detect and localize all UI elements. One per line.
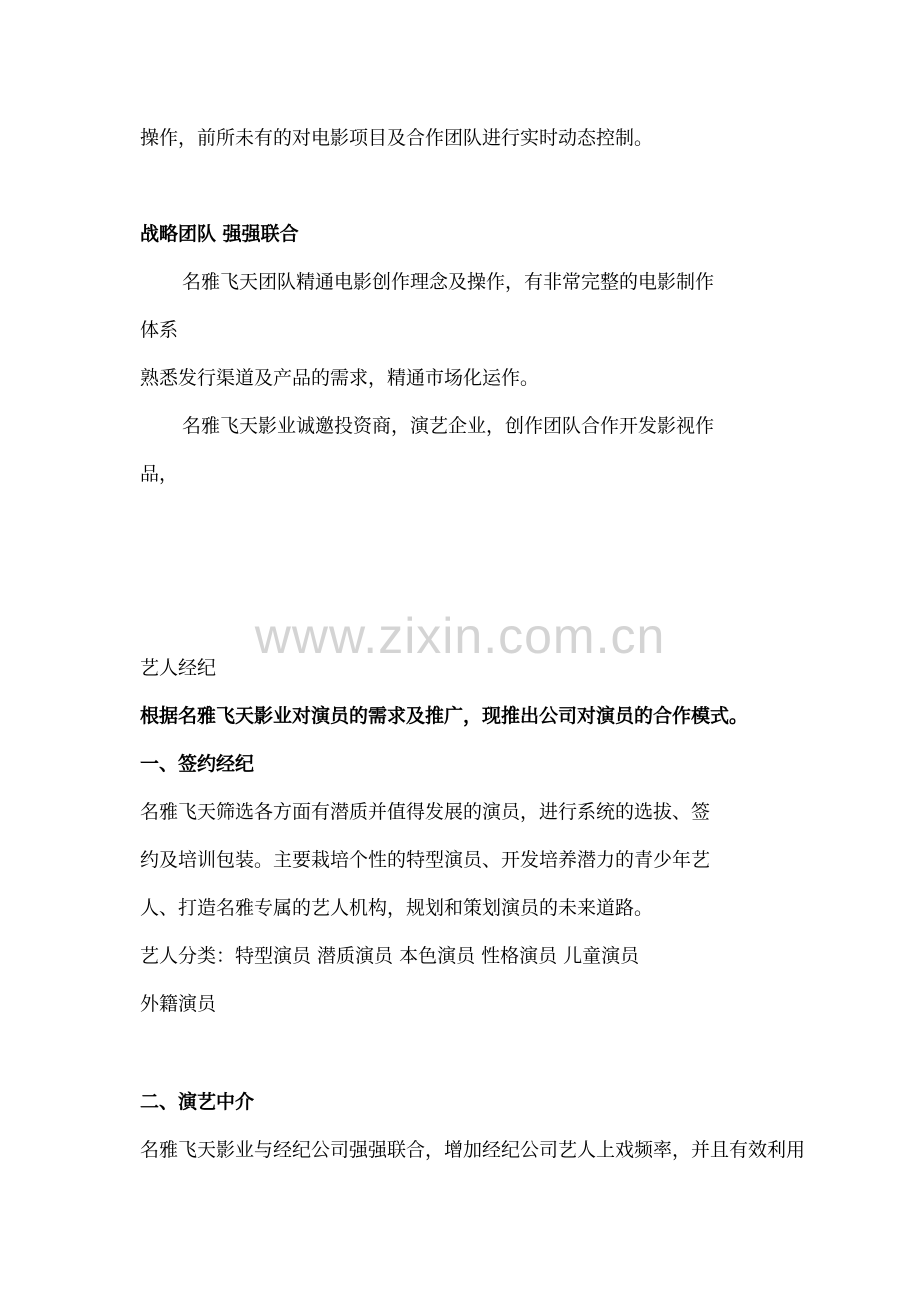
paragraph-line: 名雅飞天影业与经纪公司强强联合，增加经纪公司艺人上戏频率，并且有效利用 [140, 1139, 806, 1161]
watermark-text: www.zixin.com.cn [254, 608, 666, 664]
paragraph-line: 名雅飞天筛选各方面有潜质并值得发展的演员，进行系统的选拔、签 [140, 801, 711, 823]
section-heading: 战略团队 强强联合 [140, 223, 299, 245]
artist-categories-line: 外籍演员 [140, 993, 217, 1015]
section-heading: 二、演艺中介 [140, 1091, 255, 1113]
paragraph-line: 名雅飞天团队精通电影创作理念及操作，有非常完整的电影制作 [182, 271, 715, 293]
paragraph-line: 操作，前所未有的对电影项目及合作团队进行实时动态控制。 [140, 127, 654, 149]
paragraph-line: 体系 [140, 319, 179, 341]
section-title: 艺人经纪 [140, 657, 217, 679]
artist-categories-line: 艺人分类：特型演员 潜质演员 本色演员 性格演员 儿童演员 [140, 945, 640, 967]
paragraph-line: 人、打造名雅专属的艺人机构，规划和策划演员的未来道路。 [140, 897, 654, 919]
paragraph-line: 名雅飞天影业诚邀投资商，演艺企业，创作团队合作开发影视作 [182, 415, 715, 437]
section-heading: 一、签约经纪 [140, 753, 255, 775]
intro-heading: 根据名雅飞天影业对演员的需求及推广，现推出公司对演员的合作模式。 [140, 705, 749, 727]
paragraph-line: 熟悉发行渠道及产品的需求，精通市场化运作。 [140, 367, 540, 389]
paragraph-line: 品， [140, 463, 179, 485]
paragraph-line: 约及培训包装。主要栽培个性的特型演员、开发培养潜力的青少年艺 [140, 849, 711, 871]
